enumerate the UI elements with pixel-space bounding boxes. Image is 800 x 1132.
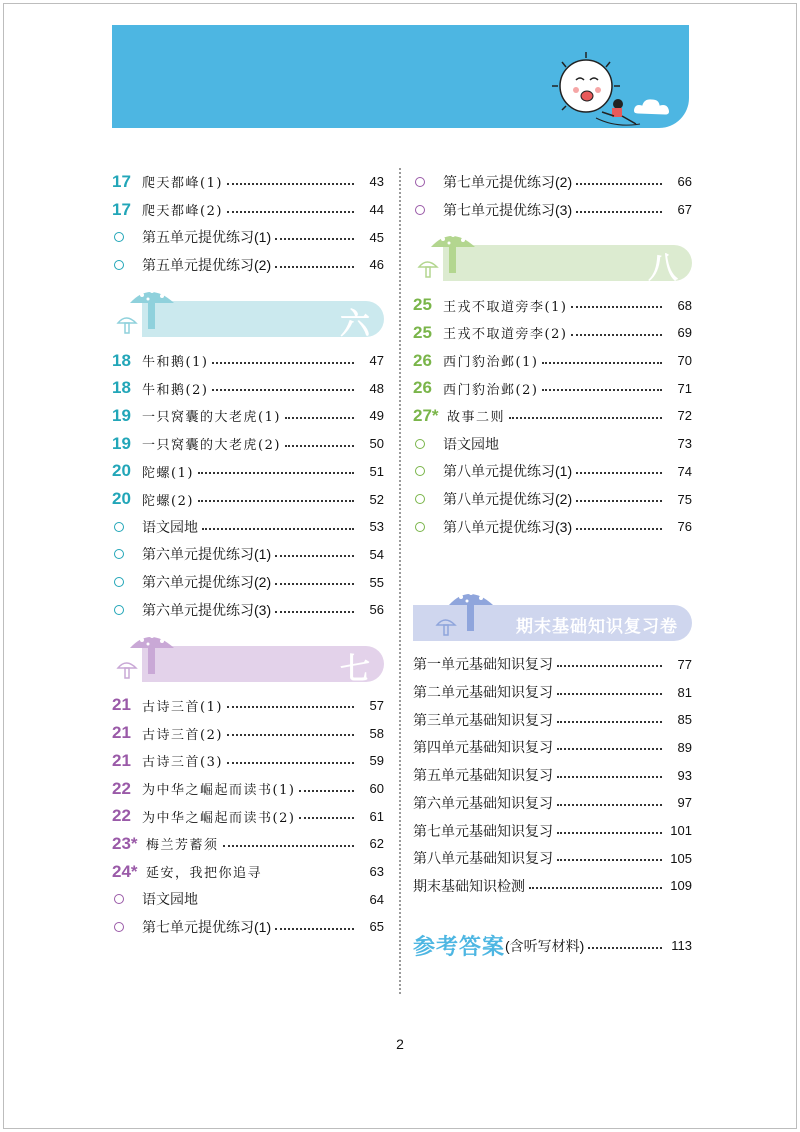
page-number: 62	[369, 836, 384, 852]
ring-bullet-icon	[112, 922, 142, 932]
toc-entry[interactable]	[112, 402, 384, 430]
final-review-section	[413, 651, 692, 900]
leader-dots	[557, 748, 662, 750]
lesson-number: 21	[112, 723, 131, 743]
page-number: 74	[677, 463, 692, 479]
toc-right-column	[413, 168, 692, 966]
page-number: 89	[677, 739, 692, 755]
toc-entry[interactable]	[112, 596, 384, 624]
page-number: 64	[369, 891, 384, 907]
lesson-title: 为中华之崛起而读书(1)	[142, 783, 296, 799]
toc-entry[interactable]	[112, 430, 384, 458]
lesson-title: 第五单元提优练习(2)	[142, 256, 272, 273]
leader-dots	[542, 389, 662, 391]
toc-entry[interactable]	[413, 789, 692, 817]
lesson-title: 第三单元基础知识复习	[413, 711, 553, 728]
toc-entry[interactable]	[413, 817, 692, 845]
lesson-title: 语文园地	[142, 518, 198, 535]
lesson-number: 24*	[112, 861, 138, 881]
lesson-title: 第七单元基础知识复习	[413, 822, 553, 839]
unit-eight-label: 八	[648, 251, 678, 287]
lesson-number: 27*	[413, 405, 439, 425]
toc-entry[interactable]	[413, 734, 692, 762]
toc-entry[interactable]	[413, 430, 692, 458]
leader-dots	[557, 721, 662, 723]
ring-bullet-icon	[112, 577, 142, 587]
lesson-title: 第七单元提优练习(3)	[443, 201, 573, 218]
lesson-number: 22	[112, 778, 131, 798]
leader-dots	[529, 887, 662, 889]
ring-bullet-icon	[112, 232, 142, 242]
mushroom-icon	[431, 581, 501, 641]
page-number: 68	[677, 297, 692, 313]
toc-entry[interactable]	[413, 651, 692, 679]
lesson-title: 王戎不取道旁李(2)	[443, 327, 568, 343]
leader-dots	[212, 362, 354, 364]
unit-seven-continued	[413, 168, 692, 223]
unit-six-section	[112, 347, 384, 624]
leader-dots	[223, 845, 354, 847]
lesson-title: 陀螺(1)	[142, 465, 194, 481]
lesson-title: 西门豹治邺(1)	[443, 355, 539, 371]
unit-six-banner	[112, 293, 384, 342]
leader-dots	[227, 706, 354, 708]
leader-dots	[227, 762, 354, 764]
toc-entry[interactable]	[413, 196, 692, 224]
ring-bullet-icon	[413, 494, 443, 504]
leader-dots	[542, 362, 662, 364]
toc-entry[interactable]	[112, 223, 384, 251]
page-number: 71	[677, 380, 692, 396]
ring-bullet-icon	[413, 177, 443, 187]
leader-dots	[557, 804, 662, 806]
page-number: 97	[677, 795, 692, 811]
ring-bullet-icon	[112, 522, 142, 532]
unit-eight-banner	[413, 237, 692, 287]
lesson-number: 19	[112, 405, 131, 425]
leader-dots	[275, 266, 354, 268]
toc-entry[interactable]	[112, 374, 384, 402]
lesson-number: 25	[413, 295, 432, 315]
lesson-title: 第五单元基础知识复习	[413, 767, 553, 784]
leader-dots	[571, 306, 662, 308]
leader-dots	[227, 183, 354, 185]
lesson-number: 18	[112, 350, 131, 370]
lesson-title: 第六单元提优练习(2)	[142, 574, 272, 591]
lesson-number: 19	[112, 433, 131, 453]
ring-bullet-icon	[112, 260, 142, 270]
page-number: 59	[369, 753, 384, 769]
lesson-number: 26	[413, 350, 432, 370]
toc-entry[interactable]	[112, 458, 384, 486]
page-number: 48	[369, 380, 384, 396]
mushroom-icon	[112, 624, 182, 684]
toc-entry[interactable]	[112, 775, 384, 803]
page-number: 57	[369, 697, 384, 713]
leader-dots	[557, 859, 662, 861]
lesson-title: 西门豹治邺(2)	[443, 382, 539, 398]
page-number: 109	[670, 878, 692, 894]
ring-bullet-icon	[413, 522, 443, 532]
ring-bullet-icon	[413, 205, 443, 215]
leader-dots	[299, 817, 354, 819]
leader-dots	[275, 555, 354, 557]
page-number: 60	[369, 781, 384, 797]
footer-page-number: 2	[396, 1036, 404, 1052]
leader-dots	[202, 528, 354, 530]
page-number: 55	[369, 574, 384, 590]
toc-entry[interactable]	[413, 168, 692, 196]
page-number: 56	[369, 602, 384, 618]
toc-entry[interactable]	[112, 692, 384, 720]
page-number: 85	[677, 712, 692, 728]
unit-seven-label: 七	[340, 651, 370, 687]
toc-entry[interactable]	[112, 485, 384, 513]
ring-bullet-icon	[112, 549, 142, 559]
page-number: 72	[677, 408, 692, 424]
page-number: 54	[369, 546, 384, 562]
leader-dots	[557, 832, 662, 834]
page-number: 77	[677, 656, 692, 672]
sun-mascot-icon	[536, 44, 646, 154]
page-number: 49	[369, 408, 384, 424]
leader-dots	[227, 211, 354, 213]
lesson-title: 牛和鹅(1)	[142, 355, 209, 371]
page-number: 45	[369, 229, 384, 245]
lesson-title: 第八单元提优练习(2)	[443, 491, 573, 508]
leader-dots	[275, 611, 354, 613]
mushroom-icon	[112, 279, 182, 339]
leader-dots	[576, 500, 662, 502]
lesson-title: 第七单元提优练习(2)	[443, 173, 573, 190]
lesson-title: 为中华之崛起而读书(2)	[142, 810, 296, 826]
leader-dots	[557, 693, 662, 695]
page-number: 58	[369, 725, 384, 741]
unit-seven-banner	[112, 638, 384, 687]
page-number: 81	[677, 684, 692, 700]
unit-five-section	[112, 168, 384, 279]
leader-dots	[576, 472, 662, 474]
lesson-title: 第二单元基础知识复习	[413, 684, 553, 701]
lesson-number: 18	[112, 378, 131, 398]
toc-entry[interactable]	[112, 719, 384, 747]
toc-entry[interactable]	[112, 830, 384, 858]
lesson-number: 17	[112, 171, 131, 191]
lesson-title: 牛和鹅(2)	[142, 382, 209, 398]
page-number: 61	[369, 808, 384, 824]
page-number: 44	[369, 202, 384, 218]
lesson-number: 25	[413, 322, 432, 342]
lesson-number: 23*	[112, 833, 138, 853]
leader-dots	[212, 389, 354, 391]
answer-key-note: (含听写材料)	[505, 937, 585, 954]
toc-entry[interactable]	[413, 402, 692, 430]
toc-entry[interactable]	[112, 568, 384, 596]
page-number: 73	[677, 436, 692, 452]
leader-dots	[557, 776, 662, 778]
mushroom-icon	[413, 223, 483, 283]
lesson-title: 第八单元基础知识复习	[413, 850, 553, 867]
lesson-title: 第四单元基础知识复习	[413, 739, 553, 756]
page-number: 113	[671, 938, 692, 954]
leader-dots	[588, 947, 662, 949]
cloud-icon	[632, 96, 676, 118]
page-number: 93	[677, 767, 692, 783]
lesson-number: 21	[112, 695, 131, 715]
ring-bullet-icon	[112, 605, 142, 615]
lesson-title: 古诗三首(3)	[142, 755, 223, 771]
leader-dots	[576, 211, 662, 213]
leader-dots	[198, 500, 354, 502]
toc-left-column	[112, 168, 384, 941]
leader-dots	[571, 334, 662, 336]
page-number: 66	[677, 174, 692, 190]
lesson-title: 第八单元提优练习(3)	[443, 518, 573, 535]
lesson-title: 古诗三首(1)	[142, 699, 223, 715]
toc-entry[interactable]	[112, 513, 384, 541]
lesson-number: 21	[112, 750, 131, 770]
lesson-title: 期末基础知识检测	[413, 877, 525, 894]
lesson-title: 故事二则	[447, 410, 506, 426]
page-number: 63	[369, 864, 384, 880]
ring-bullet-icon	[112, 894, 142, 904]
leader-dots	[509, 417, 662, 419]
leader-dots	[275, 583, 354, 585]
toc-entry[interactable]	[413, 761, 692, 789]
column-divider	[399, 168, 401, 994]
toc-entry[interactable]	[413, 374, 692, 402]
final-review-banner	[413, 597, 692, 641]
leader-dots	[285, 445, 354, 447]
lesson-title: 古诗三首(2)	[142, 727, 223, 743]
lesson-number: 20	[112, 489, 131, 509]
page-number: 69	[677, 325, 692, 341]
lesson-number: 20	[112, 461, 131, 481]
lesson-title: 语文园地	[443, 435, 499, 452]
lesson-title: 爬天都峰(2)	[142, 204, 223, 220]
leader-dots	[227, 734, 354, 736]
lesson-title: 第六单元提优练习(1)	[142, 546, 272, 563]
toc-entry[interactable]	[413, 678, 692, 706]
unit-seven-section	[112, 692, 384, 941]
toc-entry[interactable]	[413, 513, 692, 541]
lesson-title: 第六单元基础知识复习	[413, 794, 553, 811]
toc-entry[interactable]	[112, 541, 384, 569]
page-number: 65	[369, 919, 384, 935]
toc-entry[interactable]	[112, 347, 384, 375]
unit-eight-section	[413, 291, 692, 540]
toc-entry[interactable]	[112, 747, 384, 775]
page-number: 67	[677, 202, 692, 218]
page-number: 51	[369, 463, 384, 479]
leader-dots	[557, 665, 662, 667]
lesson-title: 延安，我把你追寻	[146, 866, 263, 882]
toc-entry[interactable]	[112, 913, 384, 941]
lesson-title: 一只窝囊的大老虎(1)	[142, 410, 281, 426]
toc-entry[interactable]	[413, 706, 692, 734]
page-number: 75	[677, 491, 692, 507]
leader-dots	[285, 417, 354, 419]
lesson-title: 王戎不取道旁李(1)	[443, 299, 568, 315]
toc-entry[interactable]	[112, 885, 384, 913]
answer-key-title: 参考答案	[413, 934, 506, 960]
lesson-number: 26	[413, 378, 432, 398]
lesson-title: 第七单元提优练习(1)	[142, 918, 272, 935]
lesson-title: 语文园地	[142, 891, 198, 908]
leader-dots	[299, 790, 354, 792]
lesson-title: 爬天都峰(1)	[142, 176, 223, 192]
toc-entry[interactable]	[112, 168, 384, 196]
lesson-title: 第五单元提优练习(1)	[142, 229, 272, 246]
toc-entry[interactable]	[413, 291, 692, 319]
lesson-title: 第六单元提优练习(3)	[142, 601, 272, 618]
leader-dots	[275, 928, 354, 930]
toc-entry[interactable]	[413, 844, 692, 872]
toc-entry[interactable]	[112, 802, 384, 830]
toc-entry[interactable]	[413, 872, 692, 900]
toc-entry[interactable]	[112, 196, 384, 224]
ring-bullet-icon	[413, 466, 443, 476]
leader-dots	[198, 472, 354, 474]
unit-six-label: 六	[340, 306, 370, 342]
lesson-title: 第八单元提优练习(1)	[443, 463, 573, 480]
page-number: 50	[369, 436, 384, 452]
leader-dots	[576, 183, 662, 185]
toc-entry[interactable]	[413, 458, 692, 486]
page-number: 105	[670, 850, 692, 866]
lesson-title: 陀螺(2)	[142, 493, 194, 509]
page-number: 43	[369, 174, 384, 190]
page-number: 46	[369, 257, 384, 273]
toc-entry[interactable]	[413, 485, 692, 513]
lesson-number: 22	[112, 806, 131, 826]
lesson-title: 梅兰芳蓄须	[146, 838, 219, 854]
answer-key-entry[interactable]	[413, 926, 692, 966]
toc-entry[interactable]	[112, 251, 384, 279]
toc-entry[interactable]	[112, 858, 384, 886]
toc-entry[interactable]	[413, 319, 692, 347]
page-number: 53	[369, 519, 384, 535]
toc-entry[interactable]	[413, 347, 692, 375]
page-number: 70	[677, 353, 692, 369]
final-review-title: 期末基础知识复习卷	[516, 616, 678, 636]
leader-dots	[275, 238, 354, 240]
page-number: 101	[670, 823, 692, 839]
leader-dots	[576, 528, 662, 530]
page-number: 47	[369, 353, 384, 369]
page-number: 52	[369, 491, 384, 507]
page-number: 76	[677, 519, 692, 535]
lesson-number: 17	[112, 199, 131, 219]
lesson-title: 一只窝囊的大老虎(2)	[142, 438, 281, 454]
ring-bullet-icon	[413, 439, 443, 449]
lesson-title: 第一单元基础知识复习	[413, 656, 553, 673]
